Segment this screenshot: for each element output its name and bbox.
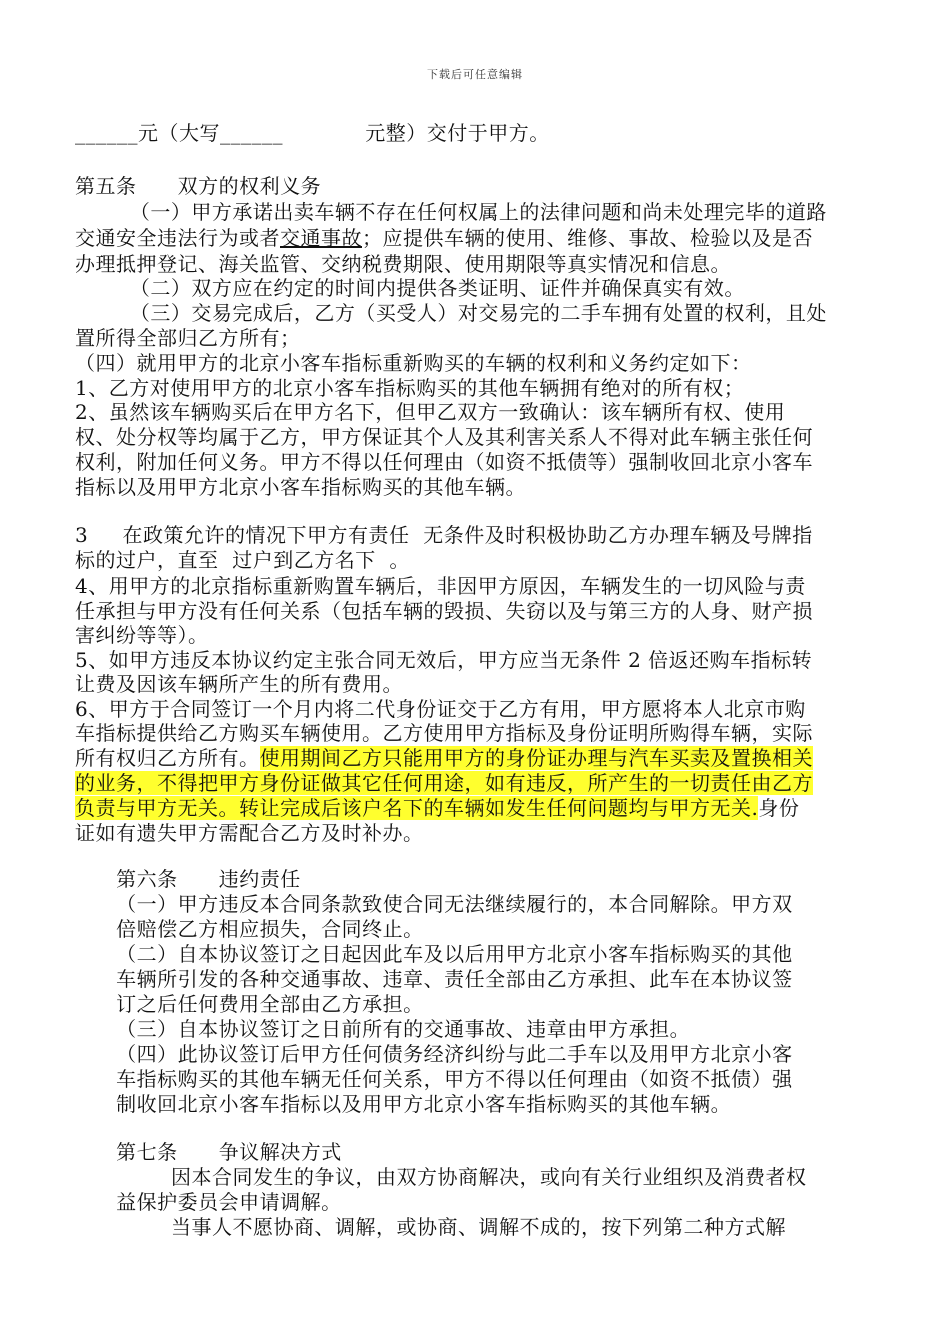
clause-4-item-6-cont — [75, 770, 895, 796]
clause-4-item-4: 4、用甲方的北京指标重新购置车辆后，非因甲方原因，车辆发生的一切风险与责 — [75, 574, 806, 598]
clause-4-item-2: 2、虽然该车辆购买后在甲方名下，但甲乙双方一致确认：该车辆所有权、使用 — [75, 400, 786, 424]
article-5-clause-3-cont: 置所得全部归乙方所有； — [75, 326, 301, 350]
clause-4-item-2-cont: 权、处分权等均属于乙方，甲方保证其个人及其利害关系人不得对此车辆主张任何 — [75, 425, 813, 449]
highlighted-text: 负责与甲方无关。转让完成后该户名下的车辆如发生任何问题均与甲方无关. — [75, 796, 759, 820]
clause-4-item-4-cont: 任承担与甲方没有任何关系（包括车辆的毁损、失窃以及与第三方的人身、财产损 — [75, 599, 813, 623]
article-6-clause-4-cont: 车指标购买的其他车辆无任何关系，甲方不得以任何理由（如资不抵债）强 — [75, 1067, 793, 1091]
clause-4-item-3: 3 在政策允许的情况下甲方有责任 无条件及时积极协助乙方办理车辆及号牌指 — [75, 523, 813, 547]
article-7-title: 第七条 争议解决方式 — [75, 1140, 342, 1164]
article-6-clause-2-cont: 车辆所引发的各种交通事故、违章、责任全部由乙方承担、此车在本协议签 — [75, 967, 793, 991]
article-6-clause-1: （一）甲方违反本合同条款致使合同无法继续履行的，本合同解除。甲方双 — [75, 892, 793, 916]
article-6-clause-4-cont: 制收回北京小客车指标以及用甲方北京小客车指标购买的其他车辆。 — [75, 1092, 732, 1116]
article-6-title: 第六条 违约责任 — [75, 867, 301, 891]
clause-4-item-5-cont: 让费及因该车辆所产生的所有费用。 — [75, 672, 403, 696]
article-5-clause-1-cont: 办理抵押登记、海关监管、交纳税费期限、使用期限等真实情况和信息。 — [75, 252, 731, 276]
article-5-clause-2: （二）双方应在约定的时间内提供各类证明、证件并确保真实有效。 — [75, 276, 745, 300]
clause-4-item-6-cont: 车指标提供给乙方购买车辆使用。乙方使用甲方指标及身份证明所购得车辆，实际 — [75, 721, 813, 745]
article-6-clause-1-cont: 倍赔偿乙方相应损失，合同终止。 — [75, 917, 424, 941]
payment-line: ______元（大写______ 元整）交付于甲方。 — [75, 121, 550, 145]
clause-4-item-3-cont: 标的过户，直至 过户到乙方名下 。 — [75, 548, 410, 572]
clause-4-item-2-cont: 指标以及用甲方北京小客车指标购买的其他车辆。 — [75, 475, 526, 499]
clause-4-item-6-cont: 证如有遗失甲方需配合乙方及时补办。 — [75, 821, 424, 845]
clause-4-item-4-cont: 害纠纷等等）。 — [75, 623, 209, 647]
clause-4-item-6-cont: 所有权归乙方所有。使用期间乙方只能用甲方的身份证办理与汽车买卖及置换相关 — [75, 746, 813, 770]
clause-4-item-6-cont: 负责与甲方无关。转让完成后该户名下的车辆如发生任何问题均与甲方无关.身份 — [75, 796, 800, 820]
article-5-clause-1-cont: 交通安全违法行为或者交通事故；应提供车辆的使用、维修、事故、检验以及是否 — [75, 226, 813, 250]
article-5-clause-3: （三）交易完成后，乙方（买受人）对交易完的二手车拥有处置的权利，且处 — [75, 301, 827, 325]
clause-4-item-6: 6、甲方于合同签订一个月内将二代身份证交于乙方有用，甲方愿将本人北京市购 — [75, 697, 806, 721]
page-header: 下载后可任意编辑 — [427, 68, 523, 81]
article-5-title: 第五条 双方的权利义务 — [75, 174, 322, 198]
article-6-clause-4: （四）此协议签订后甲方任何债务经济纠纷与此二手车以及用甲方北京小客 — [75, 1042, 793, 1066]
highlighted-text: 使用期间乙方只能用甲方的身份证办理与汽车买卖及置换相关 — [259, 746, 813, 770]
article-5-clause-4: （四）就用甲方的北京小客车指标重新购买的车辆的权利和义务约定如下： — [75, 351, 752, 375]
article-7-para-1-cont: 益保护委员会申请调解。 — [75, 1190, 342, 1214]
clause-4-item-1: 1、乙方对使用甲方的北京小客车指标购买的其他车辆拥有绝对的所有权； — [75, 376, 745, 400]
article-7-para-1: 因本合同发生的争议，由双方协商解决，或向有关行业组织及消费者权 — [75, 1165, 807, 1189]
article-5-clause-1: （一）甲方承诺出卖车辆不存在任何权属上的法律问题和尚未处理完毕的道路 — [75, 200, 827, 224]
clause-4-item-5: 5、如甲方违反本协议约定主张合同无效后，甲方应当无条件 2 倍返还购车指标转 — [75, 648, 813, 672]
highlighted-text: 的业务，不得把甲方身份证做其它任何用途，如有违反，所产生的一切责任由乙方 — [75, 771, 813, 795]
article-7-para-2: 当事人不愿协商、调解，或协商、调解不成的，按下列第二种方式解 — [75, 1215, 787, 1239]
article-6-clause-2: （二）自本协议签订之日起因此车及以后用甲方北京小客车指标购买的其他 — [75, 942, 793, 966]
traffic-accident-link[interactable]: 交通事故 — [280, 226, 362, 250]
article-6-clause-2-cont: 订之后任何费用全部由乙方承担。 — [75, 992, 424, 1016]
article-6-clause-3: （三）自本协议签订之日前所有的交通事故、违章由甲方承担。 — [75, 1017, 691, 1041]
clause-4-item-2-cont: 权利，附加任何义务。甲方不得以任何理由（如资不抵债等）强制收回北京小客车 — [75, 450, 813, 474]
